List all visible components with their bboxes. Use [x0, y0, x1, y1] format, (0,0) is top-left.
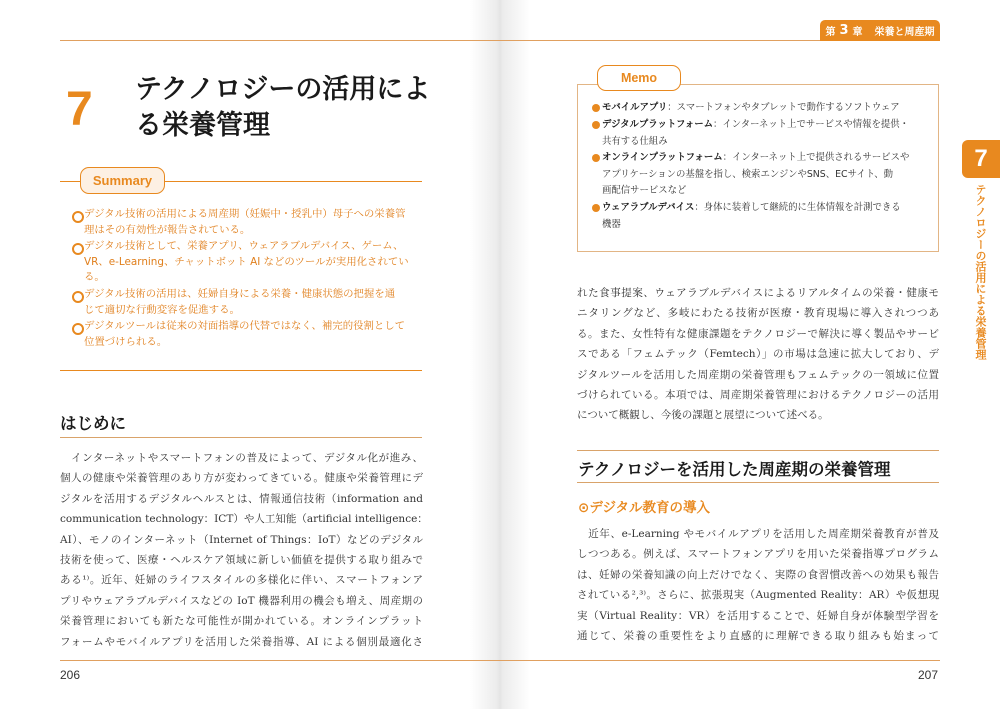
- summary-line: る。: [84, 271, 105, 283]
- text-line: ニタリングなど、多岐にわたる技術が医療・教育現場に導入されつつあ: [577, 307, 939, 320]
- text-line: されている²,³⁾。さらに、拡張現実（Augmented Reality：AR）や仮想現: [577, 589, 939, 602]
- text-line: しつつある。例えば、スマートフォンアプリを用いた栄養指導プログラム: [577, 548, 939, 561]
- text-line: ジタルを活用するデジタルヘルスとは、情報通信技術（information and: [60, 492, 423, 505]
- text-line: づけられている。本項では、周産期栄養管理におけるテクノロジーの活用: [577, 389, 939, 402]
- text-line: インターネットやスマートフォンの普及によって、デジタル化が進み、: [60, 452, 423, 464]
- header-rule: [60, 40, 940, 41]
- text-line: について概観し、今後の課題と展望について述べる。: [577, 409, 829, 422]
- memo-definition: ：身体に装着して継続的に生体情報を計測できる: [694, 202, 901, 213]
- memo-definition: ：スマートフォンやタブレットで動作するソフトウェア: [667, 102, 900, 113]
- summary-item: [72, 239, 428, 286]
- memo-line: [602, 150, 936, 167]
- memo-line: アプリケーションの基盤を指し、検索エンジンやSNS、ECサイト、動: [602, 168, 893, 180]
- chapter-suffix: 章: [852, 27, 863, 38]
- intro-heading: はじめに: [60, 414, 126, 433]
- page-number-right: 207: [918, 668, 939, 682]
- article-title: [135, 72, 430, 144]
- title-line: る栄養管理: [135, 110, 270, 141]
- memo-line: 画配信サービスなど: [602, 185, 687, 196]
- text-line: プリやウェアラブルデバイスなどの IoT 機器利用の機会も増え、周産期の: [60, 594, 423, 607]
- chapter-title: 栄養と周産期: [874, 27, 935, 38]
- summary-line: VR、e-Learning、チャットボット AI などのツールが実用化されてい: [84, 255, 409, 268]
- subsection-title: デジタル教育の導入: [589, 500, 711, 516]
- section-body: [577, 524, 939, 646]
- memo-item: [592, 150, 936, 200]
- text-line: 近年、e-Learning やモバイルアプリを活用した周産期栄養教育が普及: [577, 528, 939, 540]
- text-line: communication technology：ICT）や人工知能（artificial intelligence：: [60, 513, 428, 526]
- text-line: ある¹⁾。近年、妊婦のライフスタイルの多様化に伴い、スマートフォンア: [60, 574, 423, 587]
- side-tab-number: 7: [962, 140, 1000, 178]
- section-heading: テクノロジーを活用した周産期の栄養管理: [578, 460, 891, 479]
- summary-line: デジタル技術の活用は、妊婦自身による栄養・健康状態の把握を通: [84, 288, 396, 300]
- memo-term: ウェアラブルデバイス: [602, 202, 695, 213]
- intro-body: [60, 448, 428, 652]
- memo-term: デジタルプラットフォーム: [602, 119, 713, 130]
- text-line: ジタルツールを活用した周産期の栄養管理もフェムテックの一領域に位置: [577, 368, 939, 381]
- summary-line: じて適切な行動変容を促進する。: [84, 303, 240, 316]
- summary-item: [72, 319, 428, 350]
- memo-item: [592, 117, 936, 150]
- text-line: 栄養管理においても新たな可能性が開かれている。オンラインプラット: [60, 615, 423, 628]
- chapter-prefix: 第: [825, 27, 836, 38]
- text-line: 実（Virtual Reality：VR）を活用することで、妊婦自身が体験型学習を: [577, 609, 939, 622]
- page-number-left: 206: [60, 668, 81, 682]
- text-line: る。また、女性特有な健康課題をテクノロジーで解決に導く製品やサービ: [577, 327, 939, 340]
- summary-tag: Summary: [80, 167, 165, 194]
- subsection-heading: [578, 496, 710, 516]
- text-line: フォームやモバイルアプリを活用した栄養指導、AI による個別最適化さ: [60, 635, 423, 648]
- summary-line: 理はその有効性が報告されている。: [84, 223, 251, 236]
- memo-line: [602, 200, 936, 217]
- summary-item: [72, 287, 428, 318]
- summary-bottom-rule: [60, 370, 422, 371]
- memo-line: 機器: [602, 218, 621, 230]
- chapter-tag: [820, 20, 940, 41]
- summary-item: [72, 207, 428, 238]
- memo-term: オンラインプラットフォーム: [602, 152, 723, 163]
- section-top-rule: [577, 450, 939, 451]
- chapter-number: 3: [839, 23, 849, 38]
- summary-line: デジタルツールは従来の対面指導の代替ではなく、補完的役割として: [84, 320, 406, 332]
- book-gutter: [470, 0, 530, 709]
- article-number: 7: [66, 83, 93, 136]
- side-tab-title: テクノロジーの活用による栄養管理: [974, 184, 987, 360]
- memo-definition: ：インターネット上でサービスや情報を提供・: [713, 119, 910, 130]
- text-line: 通じて、栄養の重要性をより直感的に理解できる取り組みも始まって: [577, 630, 939, 643]
- memo-line: 共有する仕組み: [602, 135, 668, 147]
- memo-item: [592, 100, 936, 117]
- text-line: は、妊婦の栄養知識の向上だけでなく、実際の食習慣改善への効果も報告: [577, 568, 939, 581]
- footer-rule: [60, 660, 940, 661]
- summary-line: デジタル技術の活用による周産期（妊娠中・授乳中）母子への栄養管: [84, 208, 406, 220]
- memo-tag: Memo: [597, 65, 681, 91]
- section-bottom-rule: [577, 482, 939, 483]
- memo-item: [592, 200, 936, 233]
- text-line: れた食事提案、ウェアラブルデバイスによるリアルタイムの栄養・健康モ: [577, 287, 939, 299]
- text-line: AI）、モノのインターネット（Internet of Things：IoT）などのデジタル: [60, 533, 423, 546]
- summary-line: 位置づけられる。: [84, 335, 168, 348]
- continued-body: [577, 283, 939, 426]
- memo-definition: ：インターネット上で提供されるサービスや: [722, 152, 910, 163]
- title-line: テクノロジーの活用によ: [135, 74, 431, 105]
- text-line: スである「フェムテック（Femtech）」の市場は急速に拡大しており、デ: [577, 348, 939, 361]
- target-bullet-icon: ⊙: [578, 500, 590, 516]
- text-line: 個人の健康や栄養管理のあり方が変わってきている。健康や栄養管理にデ: [60, 472, 423, 485]
- text-line: 技術を使って、医療・ヘルスケア領域に新しい価値を提供する取り組みで: [60, 554, 423, 567]
- intro-heading-rule: [60, 437, 422, 438]
- memo-term: モバイルアプリ: [602, 102, 668, 113]
- summary-line: デジタル技術として、栄養アプリ、ウェアラブルデバイス、ゲーム、: [84, 240, 404, 252]
- memo-line: [602, 100, 936, 117]
- memo-line: [602, 117, 936, 134]
